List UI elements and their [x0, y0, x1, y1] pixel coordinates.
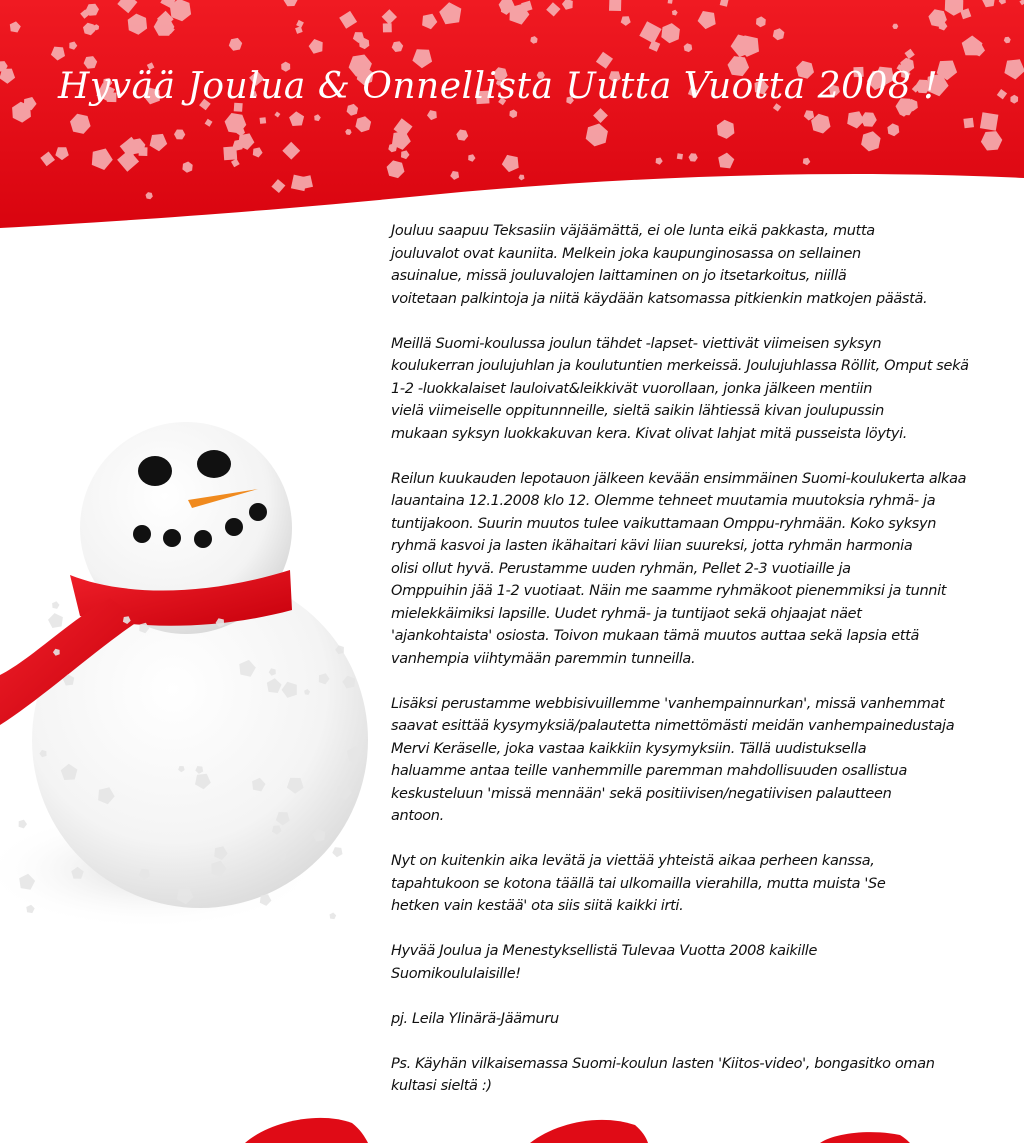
mouth-dot [133, 525, 151, 543]
letter-line: voitetaan palkintoja ja niitä käydään katsomassa pitkienkin matkojen päästä. [391, 290, 928, 307]
confetti-piece [677, 153, 683, 159]
letter-line: Ps. Käyhän vilkaisemassa Suomi-koulun lasten 'Kiitos-video', bongasitko oman [391, 1055, 935, 1072]
snowflake [48, 613, 63, 628]
mouth-dot [163, 529, 181, 547]
letter-line: jouluvalot ovat kauniita. Melkein joka kaupunginosassa on sellainen [391, 245, 861, 262]
mouth-dot [194, 530, 212, 548]
letter-body [391, 220, 1021, 1098]
letter-line: ryhmä kasvoi ja lasten ikähaitari kävi liian suureksi, jotta ryhmän harmonia [391, 538, 913, 554]
letter-line: Mervi Keräselle, joka vastaa kaikkiin kysymyksiin. Tällä uudistuksella [391, 740, 867, 757]
letter-line: tapahtukoon se kotona täällä tai ulkomailla vierahilla, mutta muista 'Se [391, 875, 886, 892]
footer-shape [820, 1132, 910, 1143]
letter-line: koulukerran joulujuhlan ja koulutuntien merkeissä. Joulujuhlassa Röllit, Omput sekä [391, 358, 969, 374]
letter-paragraph [391, 1008, 1021, 1031]
letter-paragraph [391, 220, 1021, 310]
letter-line: antoon. [391, 808, 444, 824]
header-banner [0, 0, 1024, 240]
letter-line: saavat esittää kysymyksiä/palautetta nimettömästi meidän vanhempainedustaja [391, 718, 955, 734]
letter-paragraph [391, 940, 1021, 985]
letter-line: vielä viimeiselle oppitunnneille, sieltä saikin lähtiessä kivan joulupussin [391, 403, 884, 419]
page-title: Hyvää Joulua & Onnellista Uutta Vuotta 2008 ! [58, 66, 939, 107]
letter-line: Lisäksi perustamme webbisivuillemme 'vanhempainnurkan', missä vanhemmat [391, 695, 945, 712]
letter-line: Omppuihin jää 1-2 vuotiaat. Näin me saamme ryhmäkoot pienemmiksi ja tunnit [391, 583, 947, 599]
confetti-piece [291, 175, 307, 192]
letter-line: vanhempia viihtymään paremmin tunneilla. [391, 650, 696, 667]
letter-paragraph [391, 1053, 1021, 1098]
letter-line: Hyvää Joulua ja Menestyksellistä Tulevaa Vuotta 2008 kaikille [391, 943, 818, 959]
snowflake [52, 601, 59, 609]
snowflake [19, 820, 27, 829]
confetti-piece [980, 112, 999, 131]
letter-line: Jouluu saapuu Teksasiin väjäämättä, ei ole lunta eikä pakkasta, mutta [391, 223, 875, 239]
confetti-piece [963, 118, 974, 129]
footer-decoration [0, 1103, 1024, 1143]
snowflake [332, 847, 342, 857]
letter-line: Meillä Suomi-koulussa joulun tähdet -lapset- viettivät viimeisen syksyn [391, 335, 882, 352]
letter-line: 'ajankohtaista' osiosta. Toivon mukaan tämä muutos auttaa sekä lapsia että [391, 628, 920, 644]
confetti-piece [383, 23, 392, 32]
letter-line: haluamme antaa teille vanhemmille paremman mahdollisuuden osallistua [391, 763, 907, 779]
left-eye [138, 456, 172, 486]
footer-shape [530, 1120, 648, 1143]
letter-paragraph [391, 850, 1021, 918]
confetti-piece [609, 0, 621, 11]
letter-line: asuinalue, missä jouluvalojen laittaminen on jo itsetarkoitus, niillä [391, 268, 847, 284]
confetti-piece [223, 146, 237, 160]
footer-shape [245, 1118, 368, 1143]
letter-paragraph [391, 333, 1021, 446]
letter-line: olisi ollut hyvä. Perustamme uuden ryhmän, Pellet 2-3 vuotiaille ja [391, 560, 851, 577]
snowflake [330, 913, 337, 920]
letter-line: 1-2 -luokkalaiset lauloivat&leikkivät vuorollaan, jonka jälkeen mentiin [391, 380, 873, 397]
right-eye [197, 450, 231, 478]
letter-line: tuntijakoon. Suurin muutos tulee vaikuttamaan Omppu-ryhmään. Koko syksyn [391, 515, 937, 532]
confetti-piece [260, 117, 267, 124]
letter-paragraph [391, 468, 1021, 671]
mouth-dot [225, 518, 243, 536]
letter-line: Suomikoululaisille! [391, 965, 521, 982]
letter-line: kultasi sieltä :) [391, 1078, 492, 1094]
letter-line: mielekkäimiksi lapsille. Uudet ryhmä- ja tuntijaot sekä ohjaajat näet [391, 605, 862, 622]
confetti-piece [668, 0, 673, 4]
letter-line: lauantaina 12.1.2008 klo 12. Olemme tehneet muutamia muutoksia ryhmä- ja [391, 493, 936, 509]
confetti-piece [139, 147, 148, 156]
mouth-dot [249, 503, 267, 521]
snowman-illustration [0, 420, 380, 960]
letter-line: keskusteluun 'missä mennään' sekä positiivisen/negatiivisen palautteen [391, 785, 892, 802]
letter-paragraph [391, 693, 1021, 828]
letter-line: Nyt on kuitenkin aika levätä ja viettää yhteistä aikaa perheen kanssa, [391, 853, 875, 869]
letter-line: pj. Leila Ylinärä-Jäämuru [391, 1010, 559, 1027]
letter-line: hetken vain kestää' ota siis siitä kaikki irti. [391, 898, 684, 914]
letter-line: Reilun kuukauden lepotauon jälkeen kevään ensimmäinen Suomi-koulukerta alkaa [391, 470, 967, 487]
letter-line: mukaan syksyn luokkakuvan kera. Kivat olivat lahjat mitä pusseista löytyi. [391, 425, 908, 442]
